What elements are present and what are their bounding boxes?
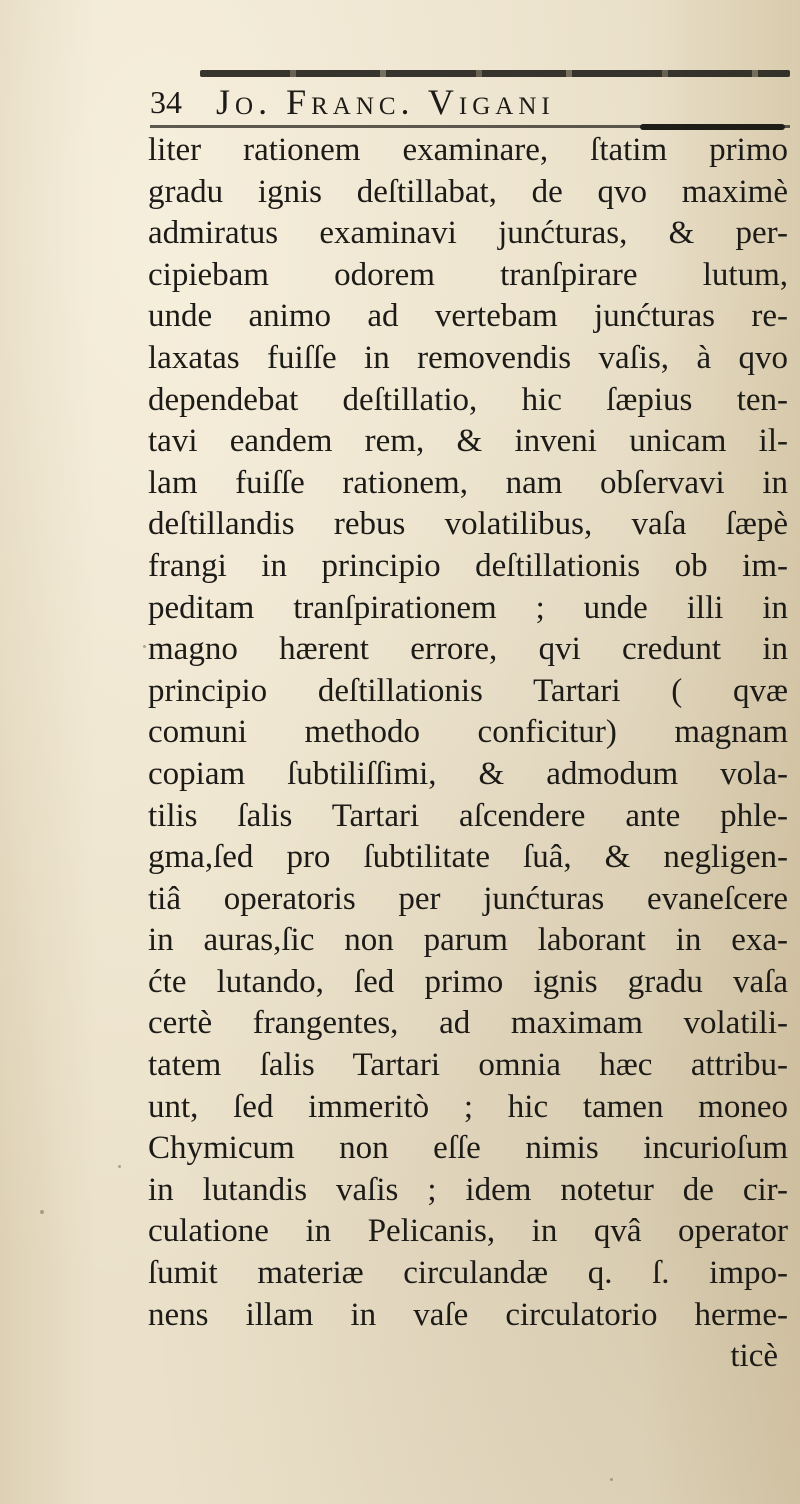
text-line: magno hærent errore, qvi credunt in bbox=[148, 631, 788, 668]
paper-speck bbox=[143, 645, 146, 648]
paper-speck bbox=[610, 1478, 613, 1481]
page-number: 34 bbox=[150, 84, 182, 120]
text-line: culatione in Pelicanis, in qvâ operator bbox=[148, 1213, 788, 1250]
text-line: nens illam in vaſe circulatorio herme- bbox=[148, 1296, 788, 1333]
text-line: gma,ſed pro ſubtilitate ſuâ, & negligen- bbox=[148, 839, 788, 876]
text-line: tatem ſalis Tartari omnia hæc attribu- bbox=[148, 1047, 788, 1084]
text-line: tavi eandem rem, & inveni unicam il- bbox=[148, 423, 788, 460]
text-line: ſumit materiæ circulandæ q. ſ. impo- bbox=[148, 1255, 788, 1292]
text-line: laxatas fuiſſe in removendis vaſis, à qvo bbox=[148, 339, 788, 376]
text-line: frangi in principio deſtillationis ob im- bbox=[148, 547, 788, 584]
body-text bbox=[148, 130, 788, 1378]
text-line: lam fuiſſe rationem, nam obſervavi in bbox=[148, 464, 788, 501]
running-title: Jo. Franc. Vigani bbox=[216, 82, 555, 122]
text-line: ćte lutando, ſed primo ignis gradu vaſa bbox=[148, 963, 788, 1000]
paper-speck bbox=[118, 1165, 121, 1168]
text-line: in lutandis vaſis ; idem notetur de cir- bbox=[148, 1171, 788, 1208]
text-line: unt, ſed immeritò ; hic tamen moneo bbox=[148, 1088, 788, 1125]
paper-speck bbox=[40, 1210, 44, 1214]
text-line: liter rationem examinare, ſtatim primo bbox=[148, 132, 788, 168]
text-line: copiam ſubtiliſſimi, & admodum vola- bbox=[148, 755, 788, 792]
text-line: dependebat deſtillatio, hic ſæpius ten- bbox=[148, 381, 788, 418]
text-line: admiratus examinavi junćturas, & per- bbox=[148, 215, 788, 252]
text-line: gradu ignis deſtillabat, de qvo maximè bbox=[148, 173, 788, 210]
text-line: tilis ſalis Tartari aſcendere ante phle- bbox=[148, 797, 788, 834]
text-line: comuni methodo conficitur) magnam bbox=[148, 714, 788, 751]
text-line: Chymicum non eſſe nimis incurioſum bbox=[148, 1130, 788, 1167]
text-line: principio deſtillationis Tartari ( qvæ bbox=[148, 672, 788, 709]
running-header bbox=[150, 80, 710, 124]
text-line: in auras,ſic non parum laborant in exa- bbox=[148, 922, 788, 959]
text-line: certè frangentes, ad maximam volatili- bbox=[148, 1005, 788, 1042]
text-line: cipiebam odorem tranſpirare lutum, bbox=[148, 256, 788, 293]
header-rule-top bbox=[200, 70, 790, 77]
catchword: ticè bbox=[730, 1338, 778, 1375]
text-line: peditam tranſpirationem ; unde illi in bbox=[148, 589, 788, 626]
text-line: unde animo ad vertebam junćturas re- bbox=[148, 298, 788, 335]
text-line: deſtillandis rebus volatilibus, vaſa ſæpè bbox=[148, 506, 788, 543]
text-line: tiâ operatoris per junćturas evaneſcere bbox=[148, 880, 788, 917]
